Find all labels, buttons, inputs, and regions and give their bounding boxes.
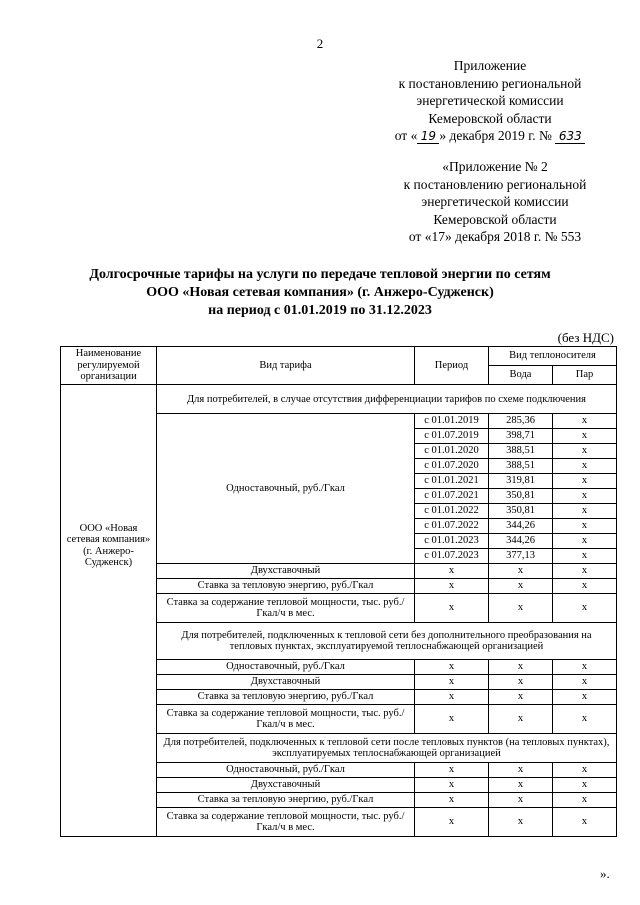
header-heat-carrier: Вид теплоносителя bbox=[489, 347, 617, 366]
steam-cell: х bbox=[553, 519, 617, 534]
period-cell: с 01.01.2023 bbox=[415, 534, 489, 549]
water-cell: х bbox=[489, 579, 553, 594]
steam-cell: х bbox=[553, 763, 617, 778]
steam-cell: х bbox=[553, 459, 617, 474]
steam-cell: х bbox=[553, 549, 617, 564]
tariff-label: Двухставочный bbox=[157, 675, 415, 690]
water-cell: 344,26 bbox=[489, 534, 553, 549]
steam-cell: х bbox=[553, 808, 617, 837]
steam-cell: х bbox=[553, 594, 617, 623]
period-cell: х bbox=[415, 675, 489, 690]
water-cell: х bbox=[489, 763, 553, 778]
steam-cell: х bbox=[553, 660, 617, 675]
steam-cell: х bbox=[553, 489, 617, 504]
water-cell: х bbox=[489, 793, 553, 808]
water-cell: 344,26 bbox=[489, 519, 553, 534]
tariff-label: Ставка за содержание тепловой мощности, тыс. руб./Гкал/ч в мес. bbox=[157, 808, 415, 837]
period-cell: х bbox=[415, 564, 489, 579]
appendix2-line: от «17» декабря 2018 г. № 553 bbox=[408, 229, 582, 244]
header-water: Вода bbox=[489, 366, 553, 385]
appendix2-line: Кемеровской области bbox=[433, 211, 557, 227]
period-cell: с 01.07.2019 bbox=[415, 429, 489, 444]
section-title: Для потребителей, подключенных к тепловой сети после тепловых пунктов (на тепловых пунктах), эксплуатируемых теплоснабжающей организацией bbox=[157, 734, 617, 763]
appendix-block bbox=[350, 57, 630, 145]
header-steam: Пар bbox=[553, 366, 617, 385]
water-cell: 319,81 bbox=[489, 474, 553, 489]
period-cell: с 01.01.2021 bbox=[415, 474, 489, 489]
handwritten-day: 19 bbox=[417, 130, 439, 144]
organization-cell: ООО «Новая сетевая компания» (г. Анжеро-Судженск) bbox=[61, 385, 157, 837]
water-cell: 377,13 bbox=[489, 549, 553, 564]
water-cell: 388,51 bbox=[489, 459, 553, 474]
page-number: 2 bbox=[316, 36, 324, 51]
one-rate-label: Одноставочный, руб./Гкал bbox=[157, 414, 415, 564]
section-title: Для потребителей, в случае отсутствия дифференциации тарифов по схеме подключения bbox=[157, 385, 617, 414]
appendix2-line: энергетической комиссии bbox=[421, 194, 569, 209]
period-cell: с 01.07.2022 bbox=[415, 519, 489, 534]
appendix2-line: к постановлению региональной bbox=[403, 176, 587, 192]
water-cell: х bbox=[489, 808, 553, 837]
period-cell: х bbox=[415, 778, 489, 793]
period-cell: с 01.07.2021 bbox=[415, 489, 489, 504]
appendix-date-line bbox=[350, 127, 630, 145]
steam-cell: х bbox=[553, 534, 617, 549]
title-line: на период с 01.01.2019 по 31.12.2023 bbox=[208, 303, 432, 318]
water-cell: 350,81 bbox=[489, 504, 553, 519]
tariff-table bbox=[60, 346, 617, 837]
period-cell: с 01.01.2020 bbox=[415, 444, 489, 459]
tariff-label: Ставка за тепловую энергию, руб./Гкал bbox=[157, 793, 415, 808]
closing-mark: ». bbox=[600, 866, 610, 881]
handwritten-number: 633 bbox=[555, 130, 585, 144]
appendix-date-prefix: от « bbox=[394, 128, 418, 143]
tariff-label: Одноставочный, руб./Гкал bbox=[157, 660, 415, 675]
steam-cell: х bbox=[553, 414, 617, 429]
period-cell: с 01.07.2020 bbox=[415, 459, 489, 474]
table-row bbox=[61, 385, 617, 414]
steam-cell: х bbox=[553, 429, 617, 444]
period-cell: х bbox=[415, 705, 489, 734]
appendix-line: к постановлению региональной bbox=[398, 75, 582, 91]
water-cell: х bbox=[489, 594, 553, 623]
steam-cell: х bbox=[553, 504, 617, 519]
header-tariff-type: Вид тарифа bbox=[157, 347, 415, 385]
table-header-row bbox=[61, 347, 617, 366]
appendix2-block bbox=[355, 158, 635, 246]
tariff-label: Ставка за содержание тепловой мощности, тыс. руб./Гкал/ч в мес. bbox=[157, 705, 415, 734]
steam-cell: х bbox=[553, 705, 617, 734]
steam-cell: х bbox=[553, 778, 617, 793]
title-line: ООО «Новая сетевая компания» (г. Анжеро-Судженск) bbox=[146, 285, 494, 300]
tariff-label: Ставка за тепловую энергию, руб./Гкал bbox=[157, 579, 415, 594]
water-cell: 388,51 bbox=[489, 444, 553, 459]
header-period: Период bbox=[415, 347, 489, 385]
period-cell: х bbox=[415, 808, 489, 837]
tariff-label: Двухставочный bbox=[157, 564, 415, 579]
water-cell: 285,36 bbox=[489, 414, 553, 429]
water-cell: 350,81 bbox=[489, 489, 553, 504]
period-cell: х bbox=[415, 690, 489, 705]
title-line: Долгосрочные тарифы на услуги по передаче тепловой энергии по сетям bbox=[89, 267, 551, 282]
steam-cell: х bbox=[553, 793, 617, 808]
tariff-label: Ставка за содержание тепловой мощности, тыс. руб./Гкал/ч в мес. bbox=[157, 594, 415, 623]
water-cell: х bbox=[489, 675, 553, 690]
steam-cell: х bbox=[553, 579, 617, 594]
water-cell: х bbox=[489, 778, 553, 793]
period-cell: х bbox=[415, 763, 489, 778]
appendix2-line: «Приложение № 2 bbox=[442, 159, 548, 174]
appendix-date-suffix: » декабря 2019 г. № bbox=[439, 128, 552, 143]
document-title bbox=[60, 266, 580, 320]
water-cell: 398,71 bbox=[489, 429, 553, 444]
section-title: Для потребителей, подключенных к тепловой сети без дополнительного преобразования на тепловых пунктах, эксплуатируемой теплоснабжающей организацией bbox=[157, 623, 617, 660]
water-cell: х bbox=[489, 564, 553, 579]
appendix-line: Кемеровской области bbox=[428, 110, 552, 126]
period-cell: с 01.07.2023 bbox=[415, 549, 489, 564]
header-organization: Наименование регулируемой организации bbox=[61, 347, 157, 385]
tariff-label: Одноставочный, руб./Гкал bbox=[157, 763, 415, 778]
water-cell: х bbox=[489, 705, 553, 734]
vat-note: (без НДС) bbox=[557, 330, 614, 345]
tariff-label: Двухставочный bbox=[157, 778, 415, 793]
period-cell: с 01.01.2022 bbox=[415, 504, 489, 519]
period-cell: х bbox=[415, 594, 489, 623]
period-cell: х bbox=[415, 660, 489, 675]
tariff-label: Ставка за тепловую энергию, руб./Гкал bbox=[157, 690, 415, 705]
water-cell: х bbox=[489, 690, 553, 705]
steam-cell: х bbox=[553, 675, 617, 690]
steam-cell: х bbox=[553, 474, 617, 489]
period-cell: с 01.01.2019 bbox=[415, 414, 489, 429]
water-cell: х bbox=[489, 660, 553, 675]
steam-cell: х bbox=[553, 444, 617, 459]
period-cell: х bbox=[415, 579, 489, 594]
steam-cell: х bbox=[553, 564, 617, 579]
appendix-line: Приложение bbox=[453, 58, 527, 73]
appendix-line: энергетической комиссии bbox=[416, 93, 564, 108]
period-cell: х bbox=[415, 793, 489, 808]
steam-cell: х bbox=[553, 690, 617, 705]
